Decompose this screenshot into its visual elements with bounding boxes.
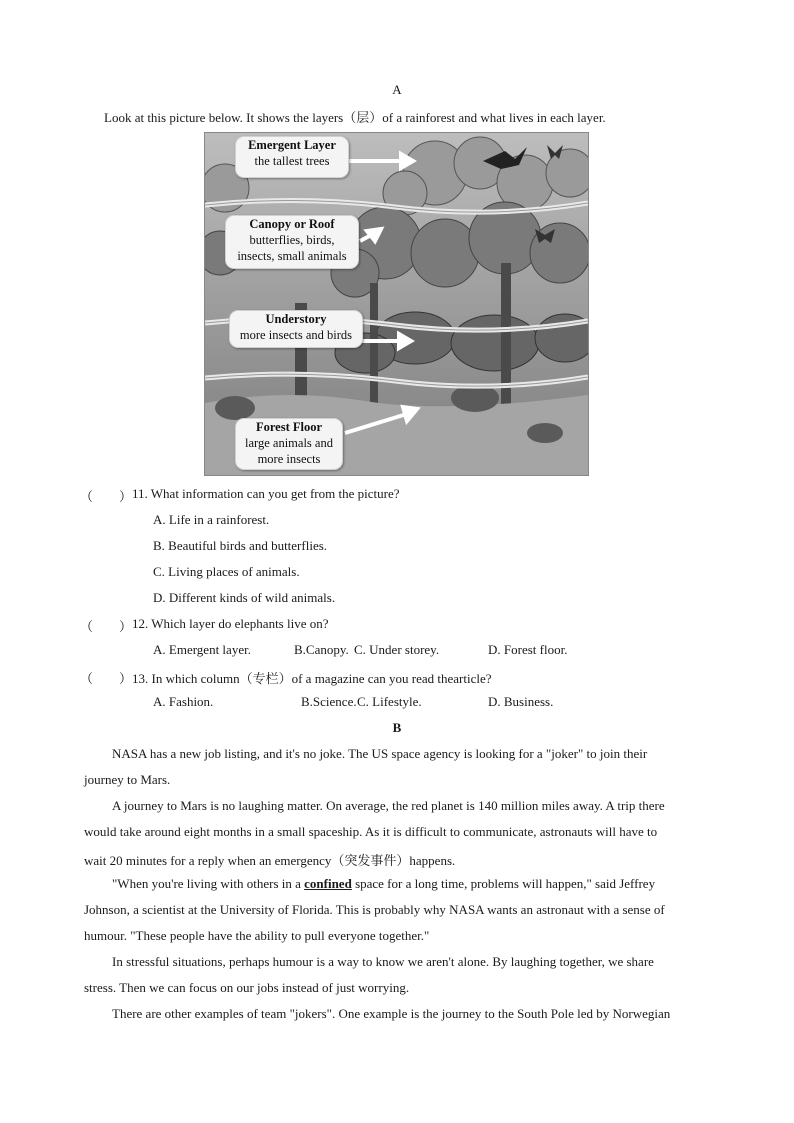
q13-option-a: A. Fashion.: [153, 694, 214, 709]
section-a-intro: Look at this picture below. It shows the layers（层）of a rainforest and what lives in each layer.: [104, 110, 606, 125]
passage-p1-line1: NASA has a new job listing, and it's no joke. The US space agency is looking for a "joker" to join their: [112, 746, 648, 761]
passage-p3-line1-start: "When you're living with others in a: [112, 876, 305, 891]
q13-option-d: D. Business.: [488, 694, 554, 709]
confined-keyword: confined: [304, 876, 352, 891]
q12-answer-blank[interactable]: （ ）: [80, 619, 133, 634]
q11-option-b: B. Beautiful birds and butterflies.: [153, 538, 328, 553]
understory-layer-label: [229, 310, 363, 348]
forest-floor-label: [235, 418, 343, 470]
q12-option-d: D. Forest floor.: [488, 642, 568, 657]
q12-stem: 12. Which layer do elephants live on?: [132, 616, 329, 631]
forest-floor-title: Forest Floor: [255, 420, 323, 434]
canopy-layer-title: Canopy or Roof: [249, 217, 335, 231]
q13-stem: 13. In which column（专栏）of a magazine can you read thearticle?: [132, 671, 492, 686]
q12-option-a: A. Emergent layer.: [153, 642, 251, 657]
q11-option-a: A. Life in a rainforest.: [153, 512, 270, 527]
passage-p3-line2: Johnson, a scientist at the University of Florida. This is probably why NASA wants an astronaut with a sense of: [84, 902, 665, 917]
section-a-heading: A: [392, 82, 402, 97]
passage-p2-line3: wait 20 minutes for a reply when an emergency（突发事件）happens.: [84, 853, 456, 868]
passage-p4-line2: stress. Then we can focus on our jobs instead of just worrying.: [84, 980, 410, 995]
q12-option-b: B.Canopy.: [294, 642, 349, 657]
passage-p1-line2: journey to Mars.: [84, 772, 171, 787]
forest-floor-desc-1: large animals and: [245, 436, 333, 450]
understory-layer-desc: more insects and birds: [239, 328, 353, 342]
canopy-layer-desc-2: insects, small animals: [237, 249, 347, 263]
q11-option-d: D. Different kinds of wild animals.: [153, 590, 336, 605]
q12-option-c: C. Under storey.: [354, 642, 440, 657]
understory-layer-title: Understory: [265, 312, 327, 326]
q11-answer-blank[interactable]: （ ）: [80, 489, 133, 504]
passage-p2-line1: A journey to Mars is no laughing matter. On average, the red planet is 140 million miles away. A trip there: [112, 798, 665, 813]
emergent-layer-title: Emergent Layer: [248, 138, 336, 152]
emergent-layer-label: [235, 136, 349, 178]
emergent-layer-desc: the tallest trees: [254, 154, 330, 168]
passage-p3-line1-end: space for a long time, problems will happen," said Jeffrey: [351, 876, 656, 891]
passage-p5-line1: There are other examples of team "jokers". One example is the journey to the South Pole led by Norwegian: [112, 1006, 671, 1021]
passage-p2-line2: would take around eight months in a small spaceship. As it is difficult to communicate, astronauts will have to: [84, 824, 658, 839]
q11-stem: 11. What information can you get from the picture?: [132, 486, 400, 501]
canopy-layer-label: [225, 215, 359, 269]
passage-p3-line3: humour. "These people have the ability to pull everyone together.": [84, 928, 430, 943]
forest-floor-desc-2: more insects: [257, 452, 321, 466]
canopy-layer-desc-1: butterflies, birds,: [249, 233, 335, 247]
rainforest-layers-figure: [204, 132, 589, 476]
q11-option-c: C. Living places of animals.: [153, 564, 300, 579]
q13-option-c: C. Lifestyle.: [357, 694, 422, 709]
passage-p4-line1: In stressful situations, perhaps humour is a way to know we aren't alone. By laughing together, we share: [112, 954, 654, 969]
passage-p3-line1: [112, 876, 655, 892]
section-b-heading: B: [392, 720, 402, 735]
q13-option-b: B.Science.: [301, 694, 357, 709]
q13-answer-blank[interactable]: （ ）: [80, 671, 133, 686]
